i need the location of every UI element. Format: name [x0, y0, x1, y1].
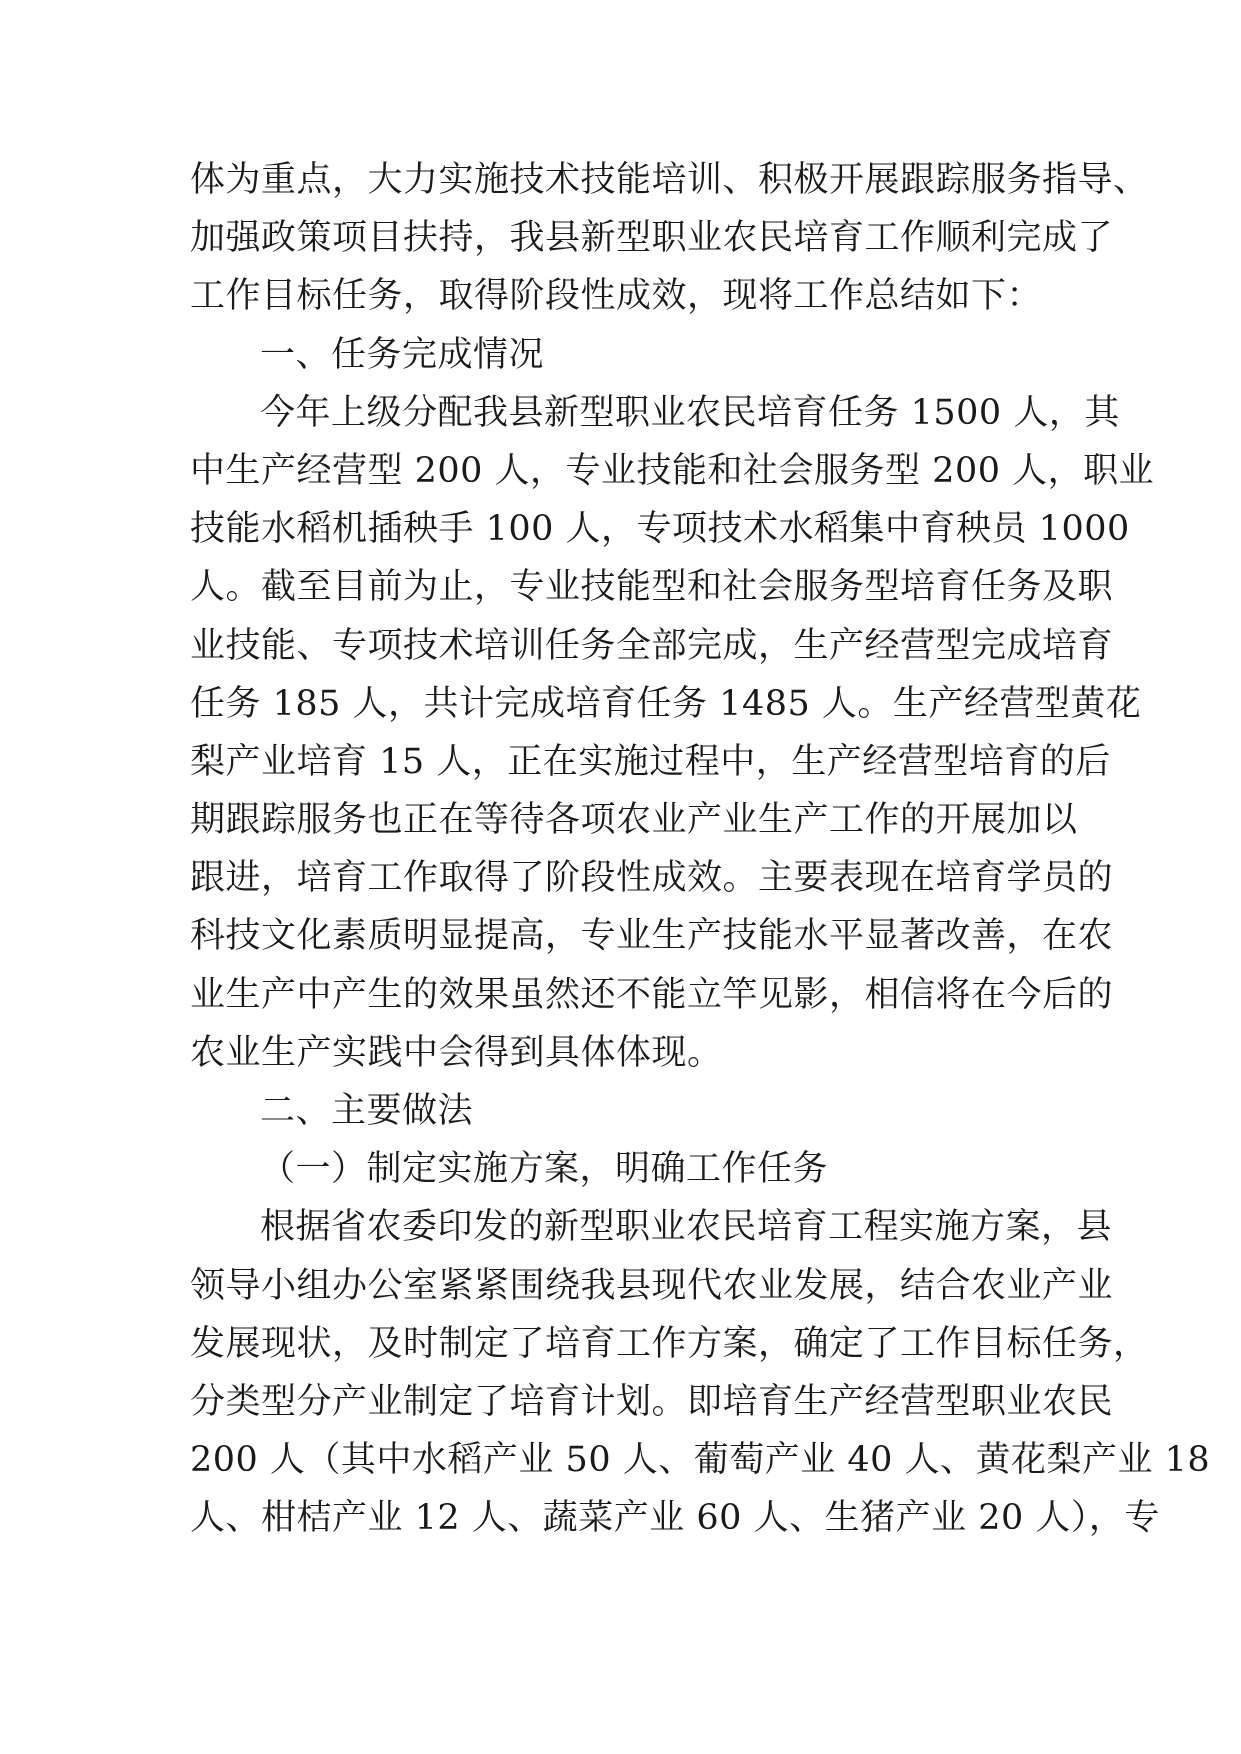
paragraph-line: 中生产经营型 200 人，专业技能和社会服务型 200 人，职业 [190, 450, 1155, 491]
section-heading-line: （一）制定实施方案，明确工作任务 [260, 1149, 829, 1190]
section-heading-line: 二、主要做法 [260, 1091, 474, 1131]
section-heading-line: 一、任务完成情况 [260, 334, 545, 375]
paragraph-line: 200 人（其中水稻产业 50 人、葡萄产业 40 人、黄花梨产业 18 [190, 1440, 1211, 1481]
paragraph-line: 跟进，培育工作取得了阶段性成效。主要表现在培育学员的 [190, 858, 1114, 899]
paragraph-line: 梨产业培育 15 人，正在实施过程中，生产经营型培育的后 [190, 741, 1111, 782]
paragraph-line: 农业生产实践中会得到具体体现。 [190, 1032, 723, 1073]
paragraph-line: 业生产中产生的效果虽然还不能立竿见影，相信将在今后的 [190, 974, 1114, 1015]
paragraph-line: 今年上级分配我县新型职业农民培育任务 1500 人，其 [260, 392, 1120, 433]
paragraph-line: 分类型分产业制定了培育计划。即培育生产经营型职业农民 [190, 1381, 1114, 1422]
paragraph-line: 人、柑桔产业 12 人、蔬菜产业 60 人、生猪产业 20 人），专 [190, 1498, 1160, 1539]
paragraph-line: 科技文化素质明显提高，专业生产技能水平显著改善，在农 [190, 916, 1114, 957]
paragraph-line: 根据省农委印发的新型职业农民培育工程实施方案，县 [260, 1207, 1113, 1248]
paragraph-line: 体为重点，大力实施技术技能培训、积极开展跟踪服务指导、 [190, 160, 1149, 200]
paragraph-line: 领导小组办公室紧紧围绕我县现代农业发展，结合农业产业 [190, 1265, 1114, 1306]
paragraph-line: 工作目标任务，取得阶段性成效，现将工作总结如下： [190, 276, 1043, 317]
paragraph-line: 业技能、专项技术培训任务全部完成，生产经营型完成培育 [190, 625, 1114, 666]
paragraph-line: 期跟踪服务也正在等待各项农业产业生产工作的开展加以 [190, 800, 1078, 841]
paragraph-line: 任务 185 人，共计完成培育任务 1485 人。生产经营型黄花 [190, 683, 1142, 724]
paragraph-line: 技能水稻机插秧手 100 人，专项技术水稻集中育秧员 1000 [190, 509, 1130, 550]
paragraph-line: 发展现状，及时制定了培育工作方案，确定了工作目标任务， [190, 1323, 1149, 1364]
paragraph-line: 人。截至目前为止，专业技能型和社会服务型培育任务及职 [190, 567, 1114, 608]
paragraph-line: 加强政策项目扶持，我县新型职业农民培育工作顺利完成了 [190, 218, 1114, 259]
body-text [190, 151, 1211, 1548]
